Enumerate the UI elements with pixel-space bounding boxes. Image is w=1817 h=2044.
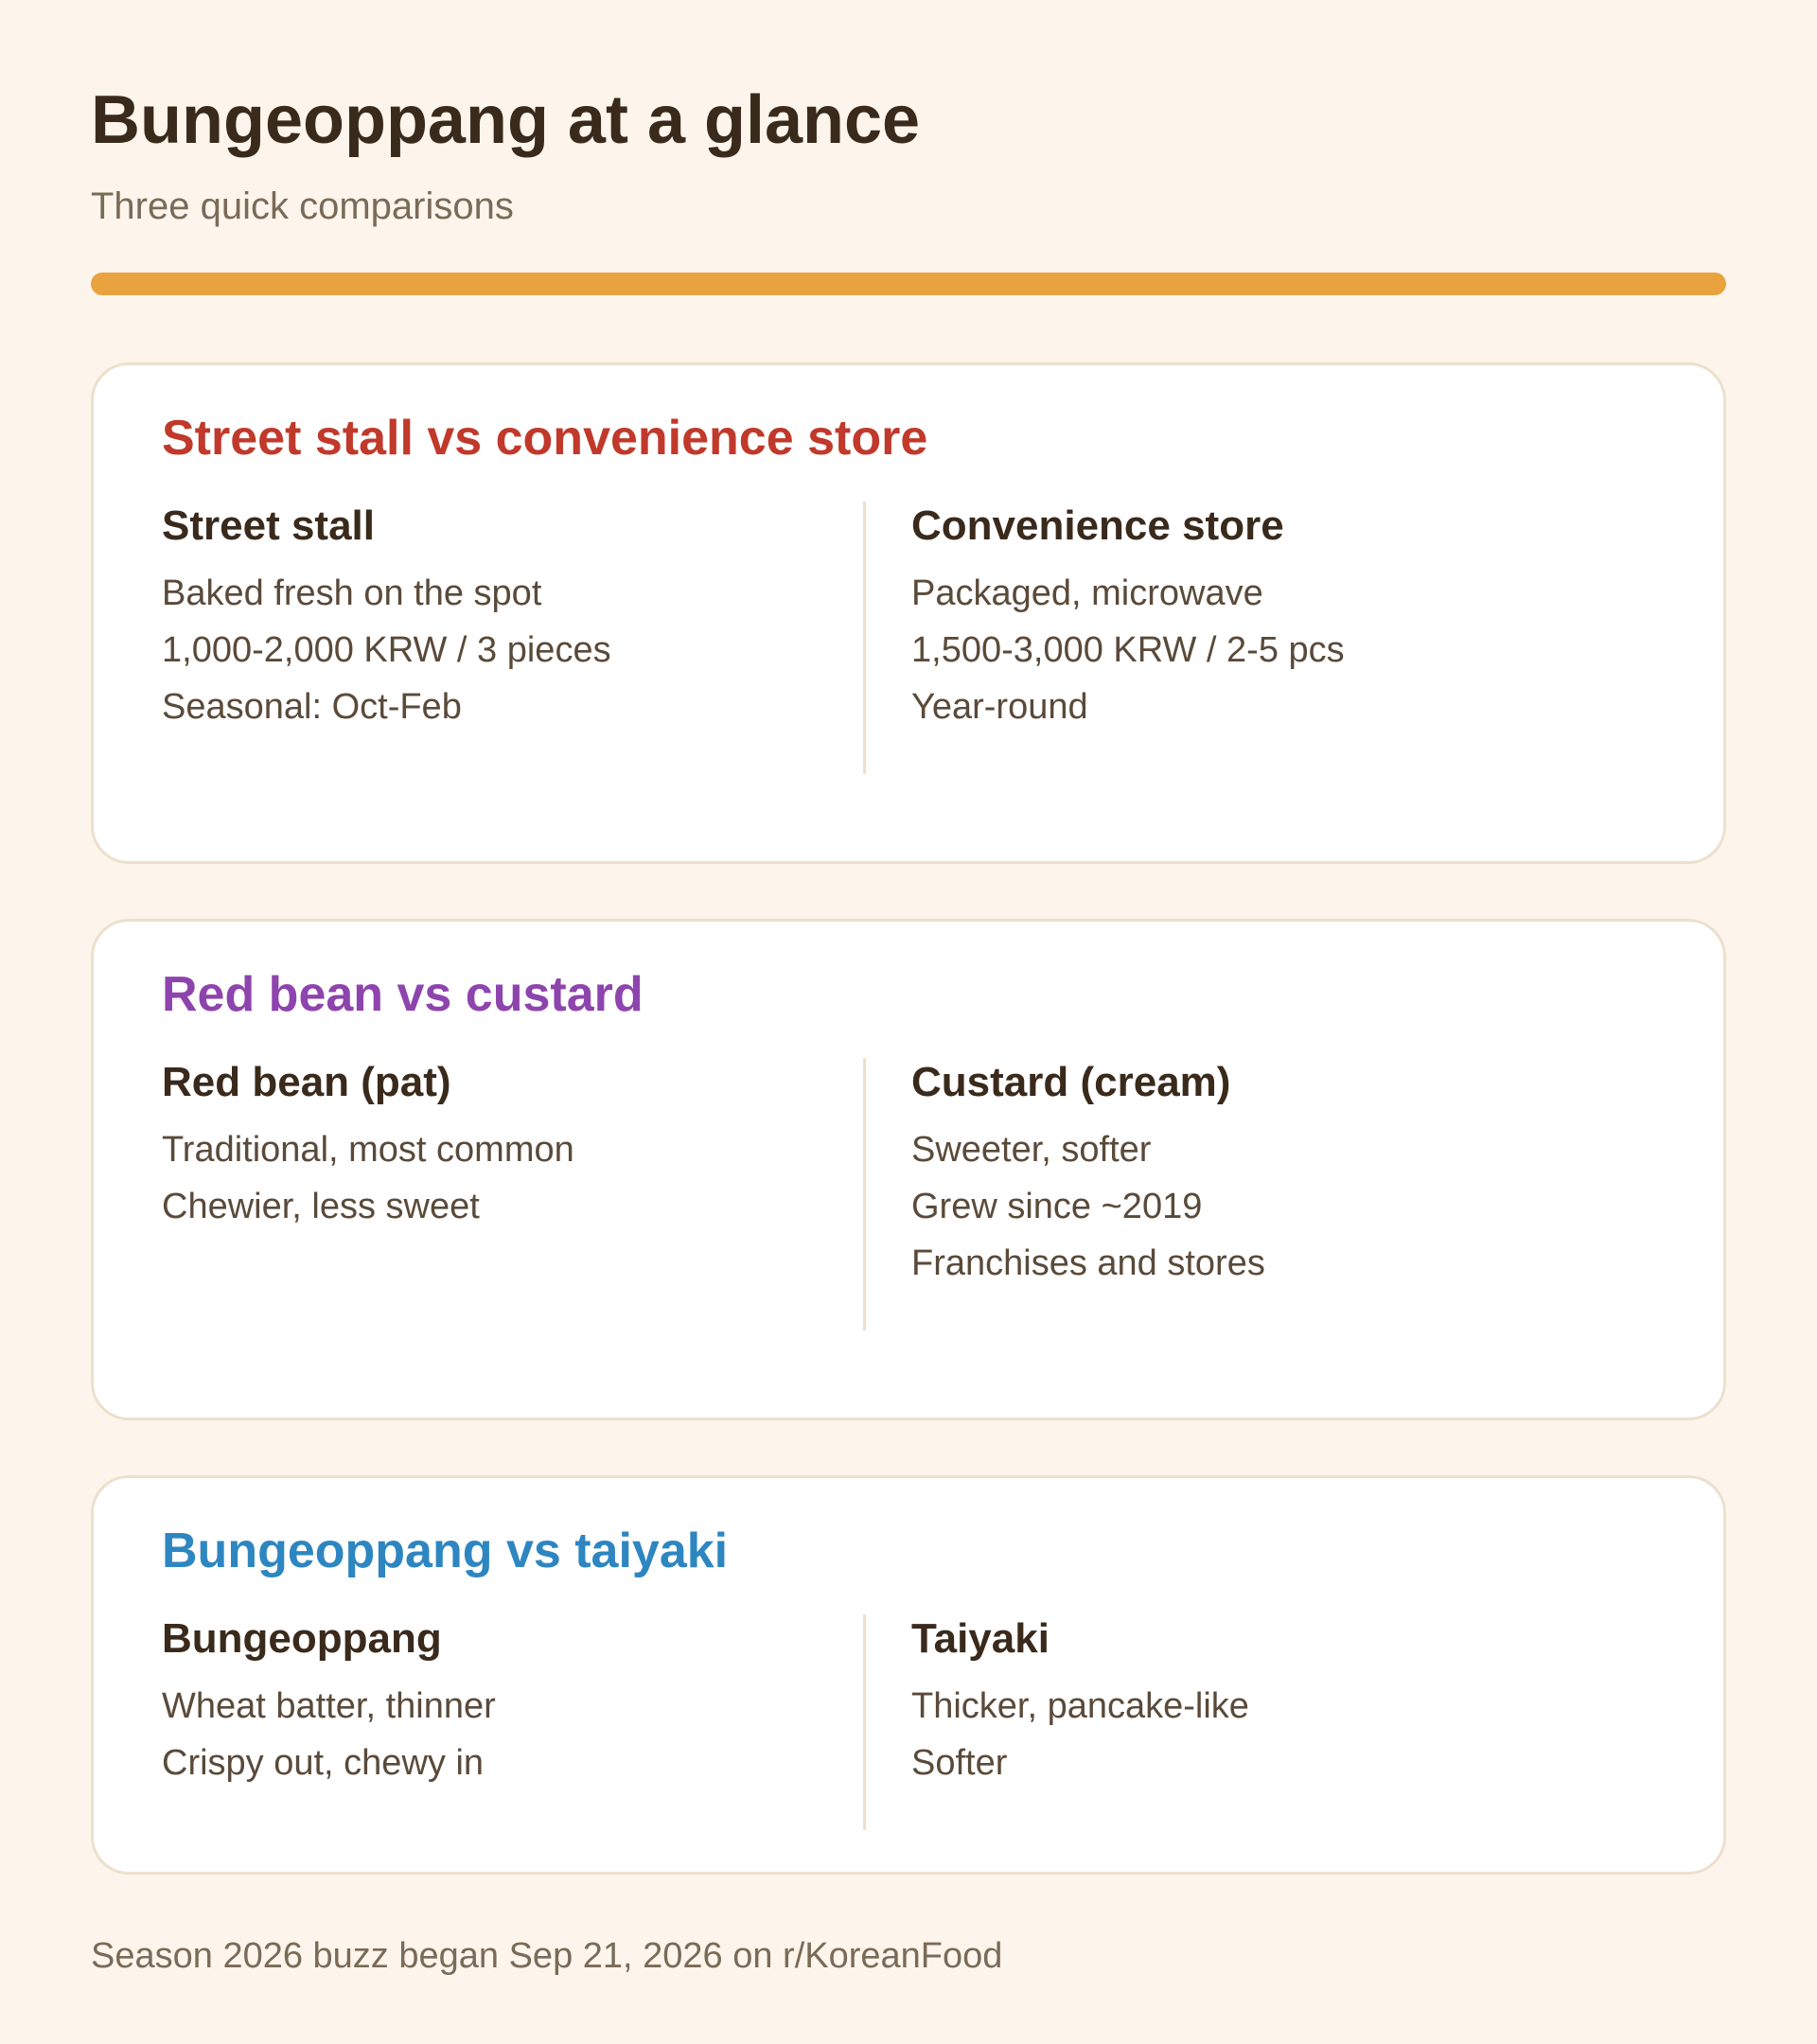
column-title: Street stall: [162, 502, 375, 549]
comparison-column-left: [162, 502, 843, 735]
column-title: Convenience store: [911, 502, 1284, 549]
column-line: Traditional, most common: [162, 1129, 574, 1170]
footer-note: Season 2026 buzz began Sep 21, 2026 on r/KoreanFood: [91, 1936, 1003, 1976]
column-line: Grew since ~2019: [911, 1186, 1203, 1226]
column-line: Seasonal: Oct-Feb: [162, 686, 462, 727]
comparison-column-right: [911, 1058, 1593, 1292]
column-title: Taiyaki: [911, 1615, 1050, 1662]
accent-bar: [91, 273, 1726, 295]
column-line: Softer: [911, 1742, 1008, 1783]
comparison-card-redbean-vs-custard: [91, 919, 1726, 1420]
column-divider: [863, 1058, 866, 1330]
column-title: Bungeoppang: [162, 1615, 442, 1662]
page-title: Bungeoppang at a glance: [91, 82, 921, 158]
column-divider: [863, 502, 866, 774]
column-line: Packaged, microwave: [911, 573, 1263, 613]
column-title: Red bean (pat): [162, 1059, 451, 1105]
column-line: 1,000-2,000 KRW / 3 pieces: [162, 629, 611, 670]
column-line: 1,500-3,000 KRW / 2-5 pcs: [911, 629, 1345, 670]
column-title: Custard (cream): [911, 1059, 1231, 1105]
comparison-column-left: [162, 1614, 843, 1791]
column-line: Sweeter, softer: [911, 1129, 1152, 1170]
column-line: Chewier, less sweet: [162, 1186, 480, 1226]
column-divider: [863, 1614, 866, 1830]
column-line: Year-round: [911, 686, 1088, 727]
card-heading: Red bean vs custard: [162, 967, 644, 1022]
column-line: Franchises and stores: [911, 1242, 1265, 1283]
comparison-column-right: [911, 1614, 1593, 1791]
column-line: Thicker, pancake-like: [911, 1685, 1249, 1726]
card-heading: Street stall vs convenience store: [162, 411, 928, 466]
page-subtitle: Three quick comparisons: [91, 185, 514, 227]
card-heading: Bungeoppang vs taiyaki: [162, 1524, 729, 1578]
column-line: Wheat batter, thinner: [162, 1685, 496, 1726]
column-line: Baked fresh on the spot: [162, 573, 542, 613]
column-line: Crispy out, chewy in: [162, 1742, 485, 1783]
comparison-column-right: [911, 502, 1593, 735]
comparison-card-stall-vs-store: [91, 362, 1726, 864]
comparison-column-left: [162, 1058, 843, 1235]
comparison-card-bungeoppang-vs-taiyaki: [91, 1475, 1726, 1875]
